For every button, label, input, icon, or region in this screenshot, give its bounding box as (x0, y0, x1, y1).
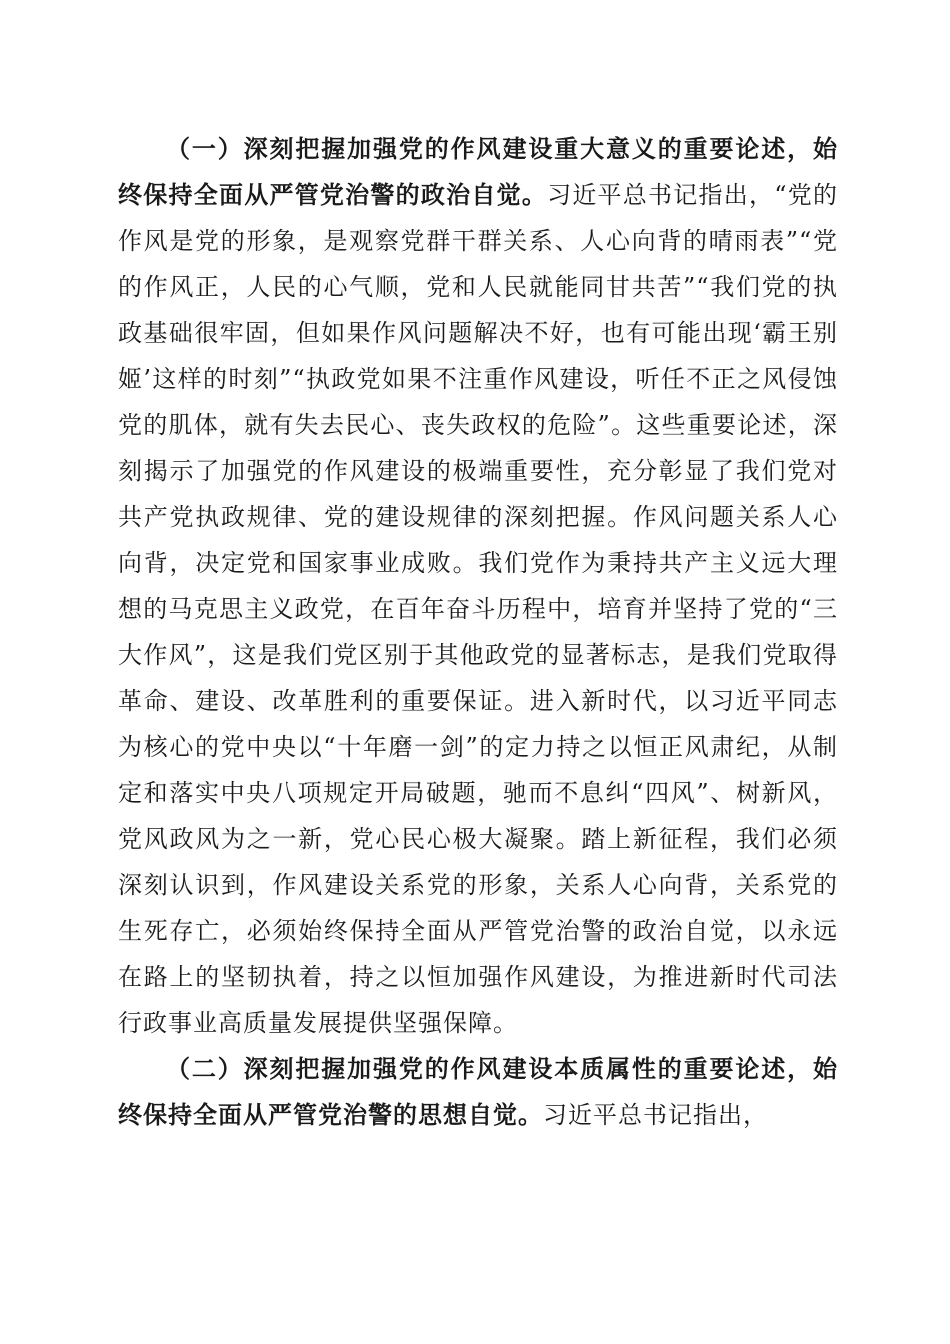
paragraph-2-heading: （二）深刻把握加强党的作风建设本质属性的重要论述，始终保持全面从严管党治警的思想自觉。 (118, 1054, 838, 1129)
paragraph-1 (118, 126, 838, 1046)
paragraph-2 (118, 1046, 838, 1138)
paragraph-1-heading: （一）深刻把握加强党的作风建设重大意义的重要论述，始终保持全面从严管党治警的政治自觉。 (118, 134, 838, 209)
paragraph-2-body: 习近平总书记指出， (543, 1101, 768, 1129)
document-page (118, 126, 838, 1138)
paragraph-1-body: 习近平总书记指出，“党的作风是党的形象，是观察党群干群关系、人心向背的晴雨表”“党的作风正，人民的心气顺，党和人民就能同甘共苦”“我们党的执政基础很牢固，但如果作风问题解决不好，也有可能出现‘霸王别姬’这样的时刻”“执政党如果不注重作风建设，听任不正之风侵蚀党的肌体，就有失去民心、丧失政权的危险”。这些重要论述，深刻揭示了加强党的作风建设的极端重要性，充分彰显了我们党对共产党执政规律、党的建设规律的深刻把握。作风问题关系人心向背，决定党和国家事业成败。我们党作为秉持共产主义远大理想的马克思主义政党，在百年奋斗历程中，培育并坚持了党的“三大作风”，这是我们党区别于其他政党的显著标志，是我们党取得革命、建设、改革胜利的重要保证。进入新时代，以习近平同志为核心的党中央以“十年磨一剑”的定力持之以恒正风肃纪，从制定和落实中央八项规定开局破题，驰而不息纠“四风”、树新风，党风政风为之一新，党心民心极大凝聚。踏上新征程，我们必须深刻认识到，作风建设关系党的形象，关系人心向背，关系党的生死存亡，必须始终保持全面从严管党治警的政治自觉，以永远在路上的坚韧执着，持之以恒加强作风建设，为推进新时代司法行政事业高质量发展提供坚强保障。 (118, 181, 838, 1037)
